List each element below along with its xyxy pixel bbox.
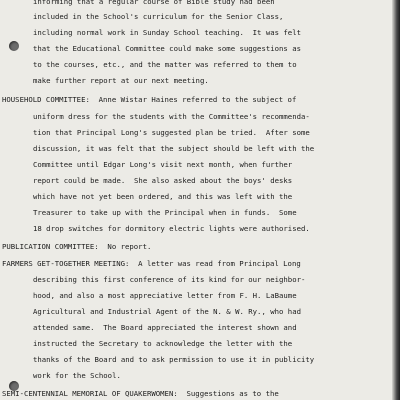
text-line: Committee until Edgar Long's visit next month, when further	[33, 160, 293, 169]
text-line: thanks of the Board and to ask permission to use it in publicity	[33, 355, 315, 364]
page-edge-shadow	[392, 0, 400, 400]
text-line: work for the School.	[33, 371, 121, 380]
text-line: that the Educational Committee could make some suggestions as	[33, 44, 301, 53]
text-line: Treasurer to take up with the Principal when in funds. Some	[33, 208, 297, 217]
text-line: describing this first conference of its kind for our neighbor-	[33, 275, 306, 284]
text-line: including normal work in Sunday School teaching. It was felt	[33, 28, 301, 37]
section-publication-committee: PUBLICATION COMMITTEE: No report.	[2, 242, 152, 251]
section-farmers-meeting: FARMERS GET-TOGETHER MEETING: A letter was read from Principal Long	[2, 259, 301, 268]
text-line: report could be made. She also asked about the boys' desks	[33, 176, 293, 185]
text-line: which have not yet been ordered, and this was left with the	[33, 192, 293, 201]
text-line: make further report at our next meeting.	[33, 76, 209, 85]
text-line: 18 drop switches for dormitory electric lights were authorised.	[33, 224, 310, 233]
section-household-committee: HOUSEHOLD COMMITTEE: Anne Wistar Haines referred to the subject of	[2, 95, 297, 104]
text-line: uniform dress for the students with the Committee's recommenda-	[33, 112, 310, 121]
text-line: instructed the Secretary to acknowledge the letter with the	[33, 339, 293, 348]
text-line: Agricultural and Industrial Agent of the N. & W. Ry., who had	[33, 307, 301, 316]
section-semi-centennial: SEMI-CENTENNIAL MEMORIAL OF QUAKERWOMEN: Suggestions as to the	[2, 389, 279, 398]
text-line: to the courses, etc., and the matter was referred to them to	[33, 60, 297, 69]
text-line: discussion, it was felt that the subject should be left with the	[33, 144, 315, 153]
text-line: attended same. The Board appreciated the interest shown and	[33, 323, 297, 332]
text-line: included in the School's curriculum for the Senior Class,	[33, 12, 284, 21]
text-line: tion that Principal Long's suggested plan be tried. After some	[33, 128, 310, 137]
text-line: hood, and also a most appreciative letter from F. H. LaBaume	[33, 291, 297, 300]
text-line: informing that a regular course of Bible study had been	[33, 0, 275, 6]
